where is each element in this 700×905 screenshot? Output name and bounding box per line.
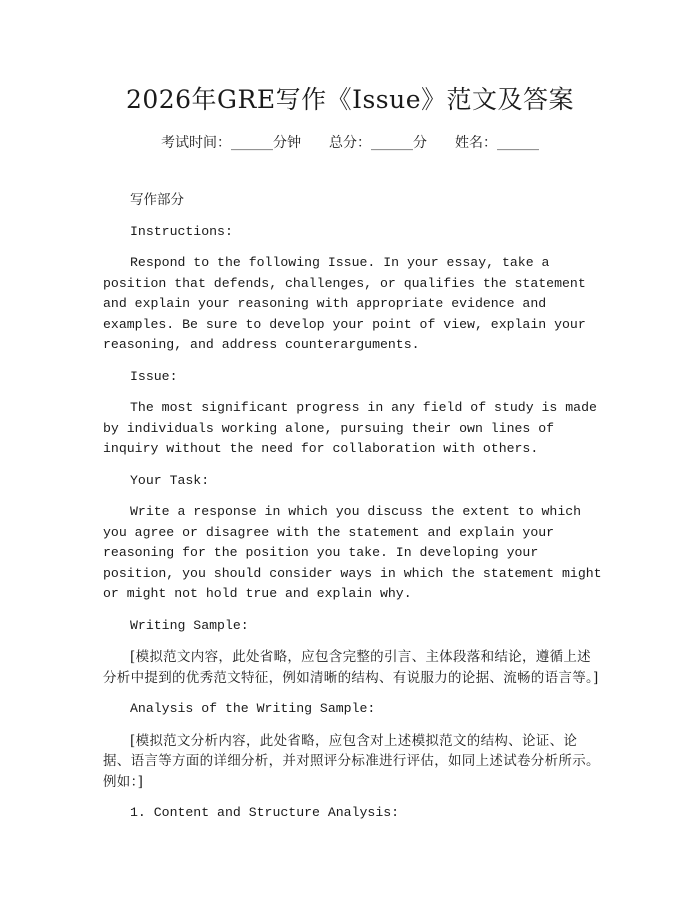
instructions-text: Respond to the following Issue. In your essay, take a position that defends, challenges, or qualifies the statement and explain your reasoning with appropriate evidence and examples. Be sure to develop your point of view, explain your reasoning, and address counterarguments. <box>103 255 586 352</box>
total-score-field: 总分：______分 <box>329 135 427 151</box>
document-body <box>103 190 603 835</box>
issue-label: Issue: <box>130 368 178 384</box>
task-text: Write a response in which you discuss the extent to which you agree or disagree with the statement and explain your reasoning for the position you take. In developing your position, you should consider ways in which the statement might or might not hold true and explain why. <box>103 504 602 601</box>
analysis-label: Analysis of the Writing Sample: <box>130 701 376 716</box>
analysis-text: [模拟范文分析内容，此处省略，应包含对上述模拟范文的结构、论证、论据、语言等方面的详细分析，并对照评分标准进行评估，如同上述试卷分析所示。例如：] <box>103 732 600 790</box>
task-label: Your Task: <box>130 472 210 488</box>
issue-text: The most significant progress in any field of study is made by individuals working alone, pursuing their own lines of inquiry without the need for collaboration with others. <box>103 400 597 456</box>
exam-time-field: 考试时间：______分钟 <box>161 135 301 151</box>
sample-text: [模拟范文内容，此处省略，应包含完整的引言、主体段落和结论，遵循上述分析中提到的优秀范文特征，例如清晰的结构、有说服力的论据、流畅的语言等。] <box>103 649 599 686</box>
instructions-label: Instructions: <box>130 223 233 239</box>
exam-meta <box>0 132 700 152</box>
page-title: 2026年GRE写作《Issue》范文及答案 <box>125 85 575 114</box>
section-heading-writing: 写作部分 <box>130 192 184 208</box>
analysis-point-1: 1. Content and Structure Analysis: <box>130 805 400 820</box>
name-field: 姓名：______ <box>455 135 539 151</box>
sample-label: Writing Sample: <box>130 617 249 633</box>
